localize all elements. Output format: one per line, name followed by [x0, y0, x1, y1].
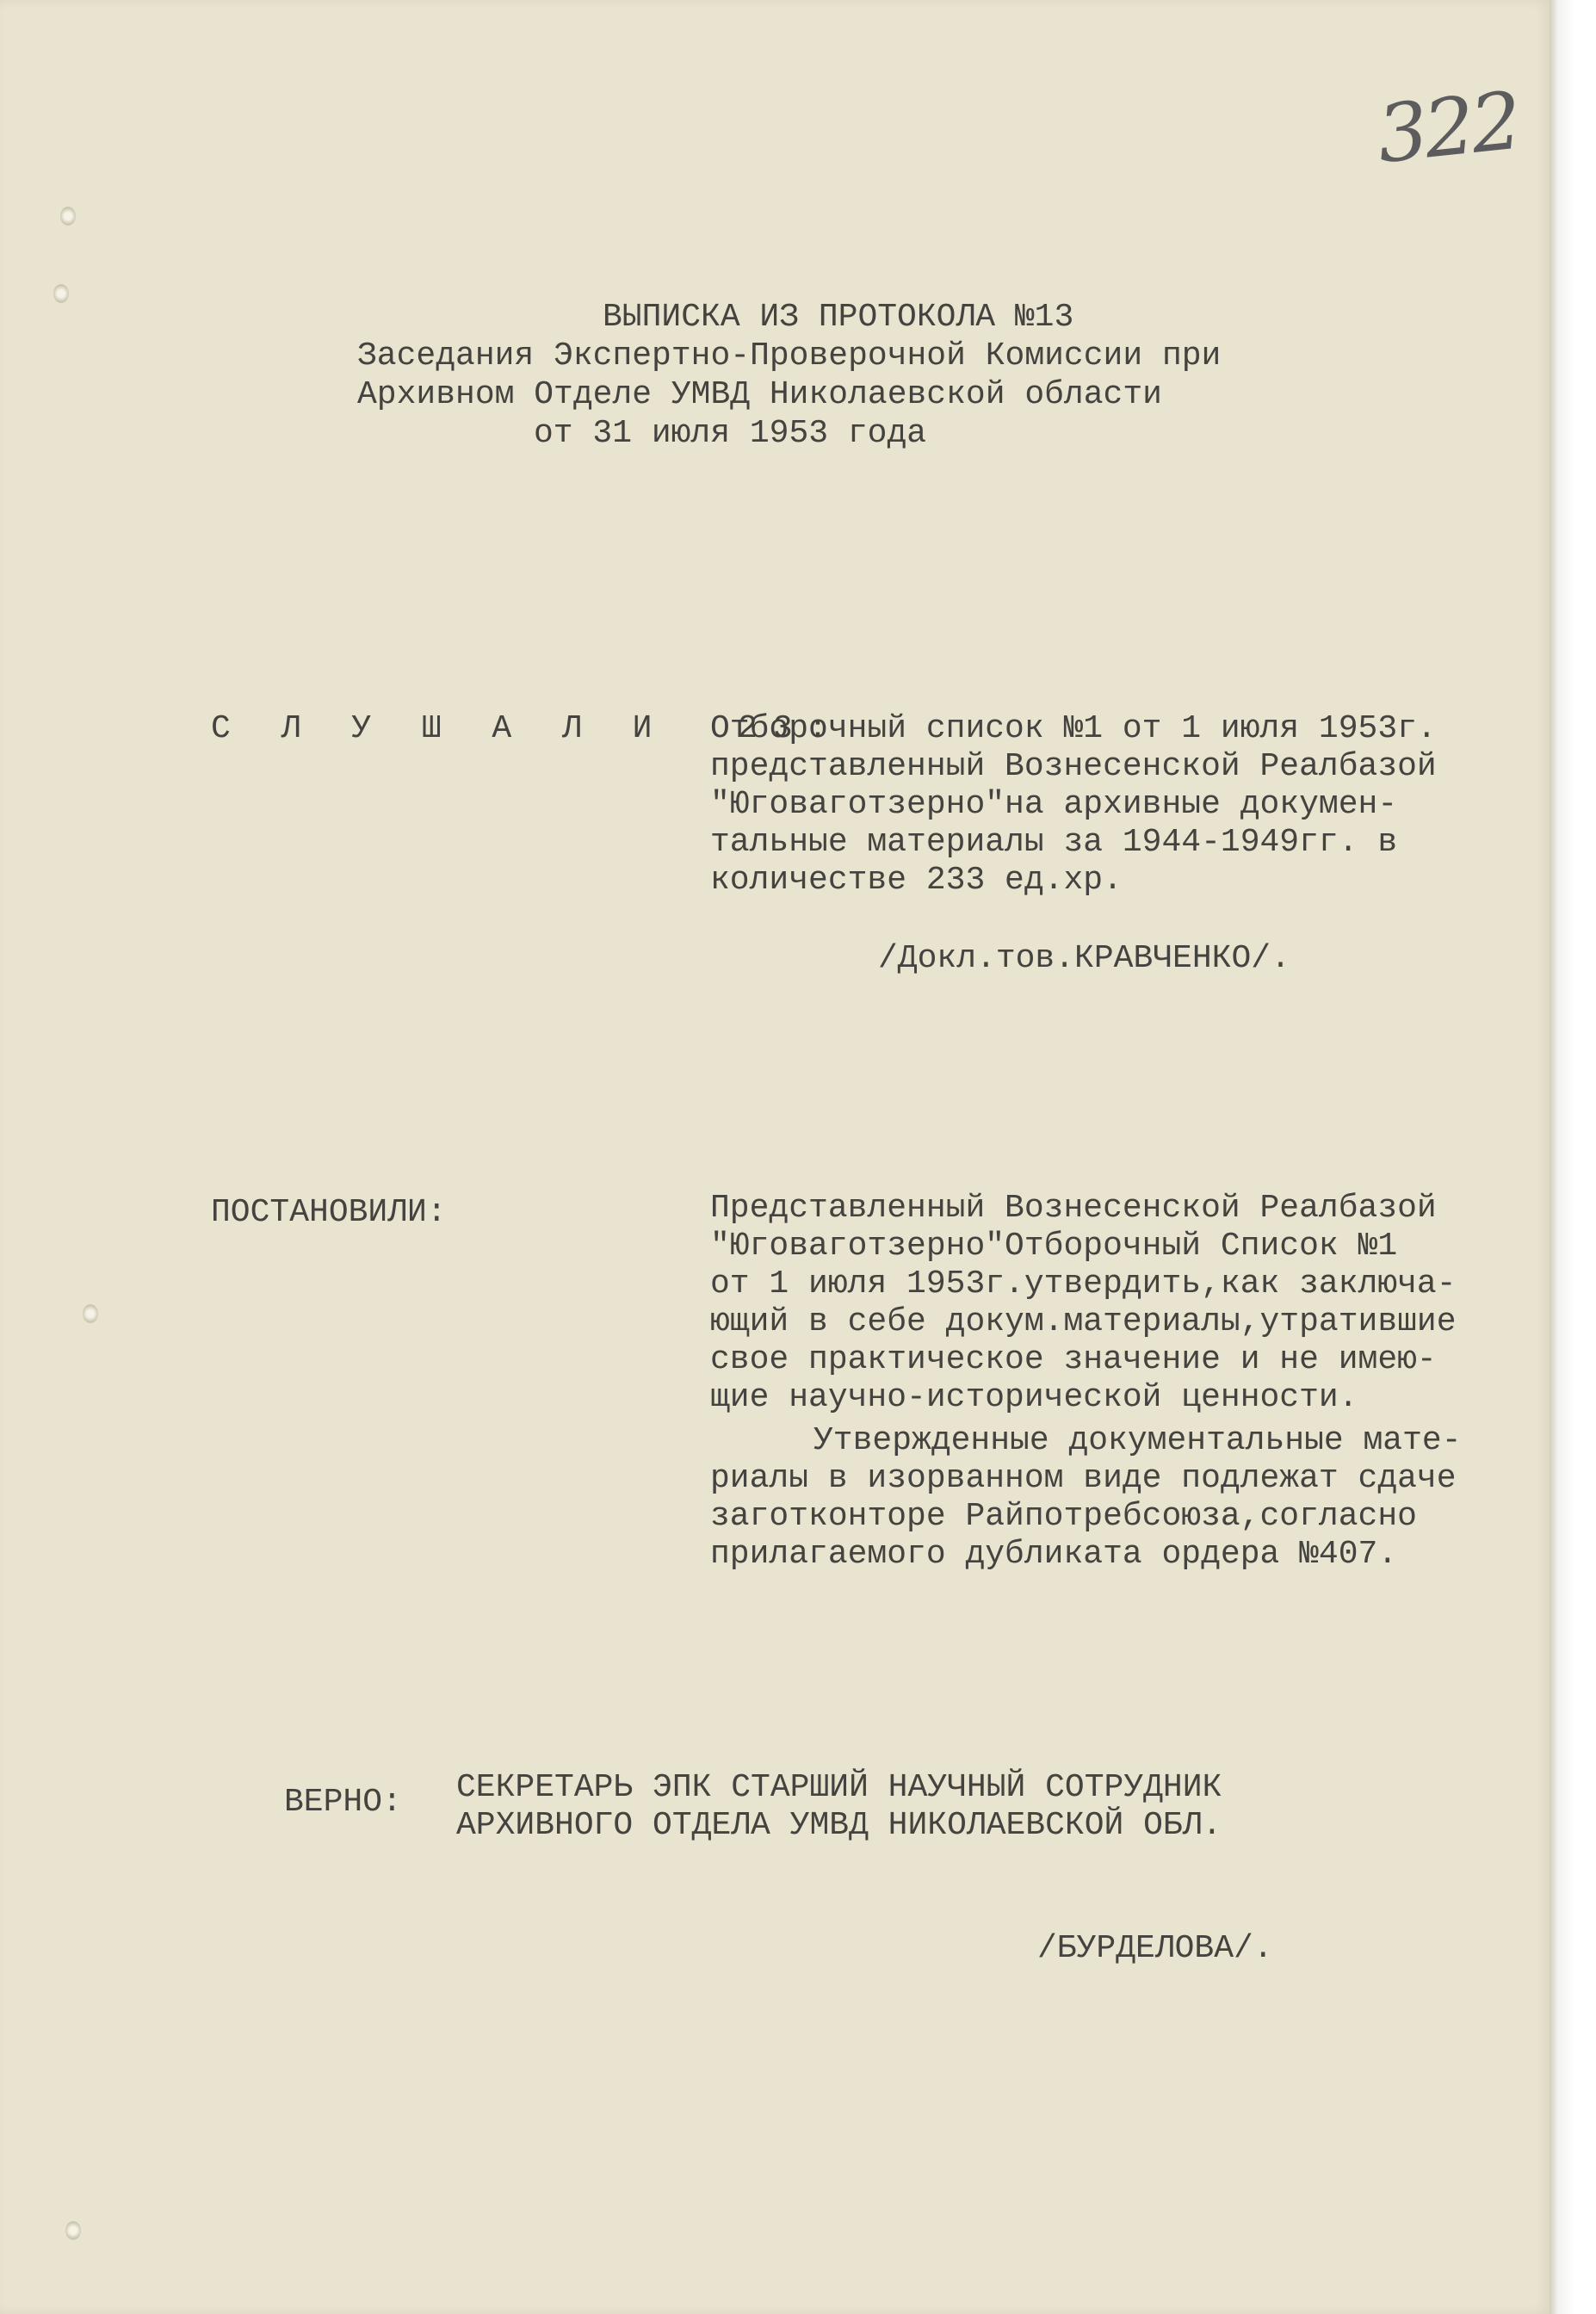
certified-label: ВЕРНО: [284, 1784, 402, 1821]
header-title: ВЫПИСКА ИЗ ПРОТОКОЛА №13 [603, 299, 1074, 336]
binding-hole [53, 284, 69, 303]
heard-label: С Л У Ш А Л И 23: [211, 710, 844, 747]
reporter-line: /Докл.тов.КРАВЧЕНКО/. [878, 940, 1290, 977]
heard-text-line: количестве 233 ед.хр. [710, 862, 1123, 899]
certified-text-line: СЕКРЕТАРЬ ЭПК СТАРШИЙ НАУЧНЫЙ СОТРУДНИК [456, 1769, 1222, 1806]
resolved-text-line: заготконторе Райпотребсоюза,согласно [710, 1498, 1417, 1535]
signature-name: /БУРДЕЛОВА/. [1037, 1930, 1273, 1967]
page-edge [1550, 0, 1596, 2314]
resolved-text-line: свое практическое значение и не имею- [710, 1341, 1437, 1378]
certified-text-line: АРХИВНОГО ОТДЕЛА УМВД НИКОЛАЕВСКОЙ ОБЛ. [456, 1807, 1222, 1844]
resolved-text-line: ющий в себе докум.материалы,утратившие [710, 1303, 1457, 1340]
binding-hole [65, 2221, 81, 2240]
resolved-text-line: прилагаемого дубликата ордера №407. [710, 1536, 1398, 1573]
heard-text-line: представленный Вознесенской Реалбазой [710, 748, 1437, 785]
handwritten-page-number: 322 [1372, 74, 1523, 182]
binding-hole [83, 1304, 98, 1323]
resolved-text-line: Представленный Вознесенской Реалбазой [710, 1190, 1437, 1227]
resolved-text-line: Утвержденные документальные мате- [813, 1422, 1462, 1459]
heard-text-line: "Юговаготзерно"на архивные докумен- [710, 786, 1398, 823]
resolved-text-line: щие научно-исторической ценности. [710, 1379, 1358, 1416]
resolved-label: ПОСТАНОВИЛИ: [211, 1194, 447, 1231]
header-date: от 31 июля 1953 года [534, 415, 927, 452]
header-line: Архивном Отделе УМВД Николаевской области [357, 376, 1162, 413]
header-line: Заседания Экспертно-Проверочной Комиссии при [357, 337, 1222, 374]
heard-text-line: Отборочный список №1 от 1 июля 1953г. [710, 710, 1437, 747]
resolved-text-line: "Юговаготзерно"Отборочный Список №1 [710, 1228, 1398, 1265]
resolved-text-line: риалы в изорванном виде подлежат сдаче [710, 1460, 1457, 1497]
heard-text-line: тальные материалы за 1944-1949гг. в [710, 824, 1398, 861]
binding-hole [60, 207, 76, 226]
resolved-text-line: от 1 июля 1953г.утвердить,как заключа- [710, 1265, 1457, 1302]
